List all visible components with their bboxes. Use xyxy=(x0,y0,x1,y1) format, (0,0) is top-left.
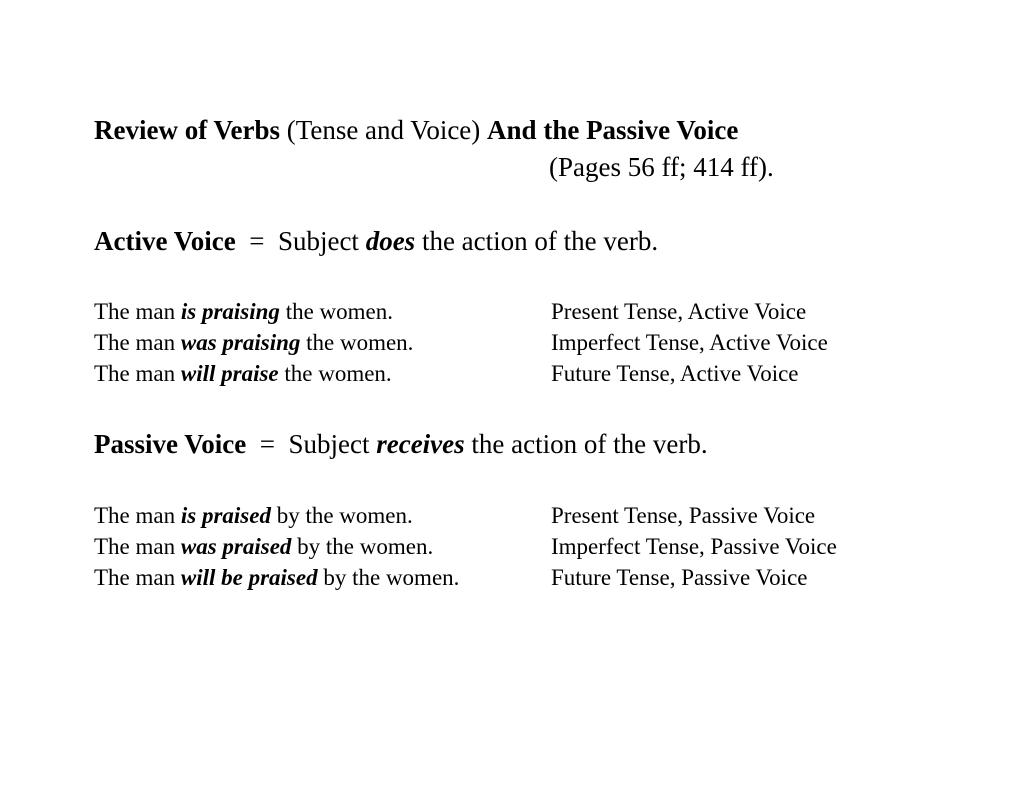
example-prefix: The man xyxy=(94,503,181,528)
passive-voice-heading xyxy=(94,431,708,458)
passive-voice-label: Passive Voice xyxy=(94,429,247,459)
passive-example-3 xyxy=(94,566,459,589)
example-prefix: The man xyxy=(94,565,181,590)
passive-voice-equals: = Subject xyxy=(246,429,377,459)
active-voice-heading xyxy=(94,228,658,255)
example-verb: was praised xyxy=(180,534,292,559)
active-example-3-description: Future Tense, Active Voice xyxy=(551,361,799,386)
example-verb: will praise xyxy=(180,361,279,386)
passive-example-2 xyxy=(94,535,433,558)
example-verb: is praising xyxy=(180,299,280,324)
example-verb: will be praised xyxy=(180,565,318,590)
example-suffix: the women. xyxy=(278,361,392,386)
passive-example-2-description: Imperfect Tense, Passive Voice xyxy=(551,534,837,559)
active-voice-emphasis: does xyxy=(365,226,416,256)
title-tense-and-voice: (Tense and Voice) xyxy=(279,115,488,145)
passive-voice-emphasis: receives xyxy=(376,429,465,459)
passive-example-1-description: Present Tense, Passive Voice xyxy=(551,503,816,528)
example-suffix: the women. xyxy=(279,299,393,324)
example-suffix: the women. xyxy=(300,330,414,355)
title-review-of-verbs: Review of Verbs xyxy=(94,115,280,145)
example-suffix: by the women. xyxy=(317,565,460,590)
active-voice-rest: the action of the verb. xyxy=(415,226,659,256)
example-prefix: The man xyxy=(94,534,181,559)
active-example-3 xyxy=(94,362,392,385)
title-passive-voice: And the Passive Voice xyxy=(487,115,739,145)
active-example-1 xyxy=(94,300,393,323)
title-pages-reference: (Pages 56 ff; 414 ff). xyxy=(549,152,774,182)
active-example-2-description: Imperfect Tense, Active Voice xyxy=(551,330,828,355)
passive-example-3-description: Future Tense, Passive Voice xyxy=(551,565,808,590)
example-verb: was praising xyxy=(180,330,301,355)
active-example-2 xyxy=(94,331,413,354)
active-voice-equals: = Subject xyxy=(235,226,366,256)
active-example-1-description: Present Tense, Active Voice xyxy=(551,299,807,324)
passive-example-1 xyxy=(94,504,413,527)
example-prefix: The man xyxy=(94,361,181,386)
example-suffix: by the women. xyxy=(291,534,434,559)
example-prefix: The man xyxy=(94,330,181,355)
active-voice-label: Active Voice xyxy=(94,226,236,256)
example-verb: is praised xyxy=(180,503,271,528)
passive-voice-rest: the action of the verb. xyxy=(464,429,708,459)
example-prefix: The man xyxy=(94,299,181,324)
example-suffix: by the women. xyxy=(270,503,413,528)
page-title xyxy=(94,117,738,144)
